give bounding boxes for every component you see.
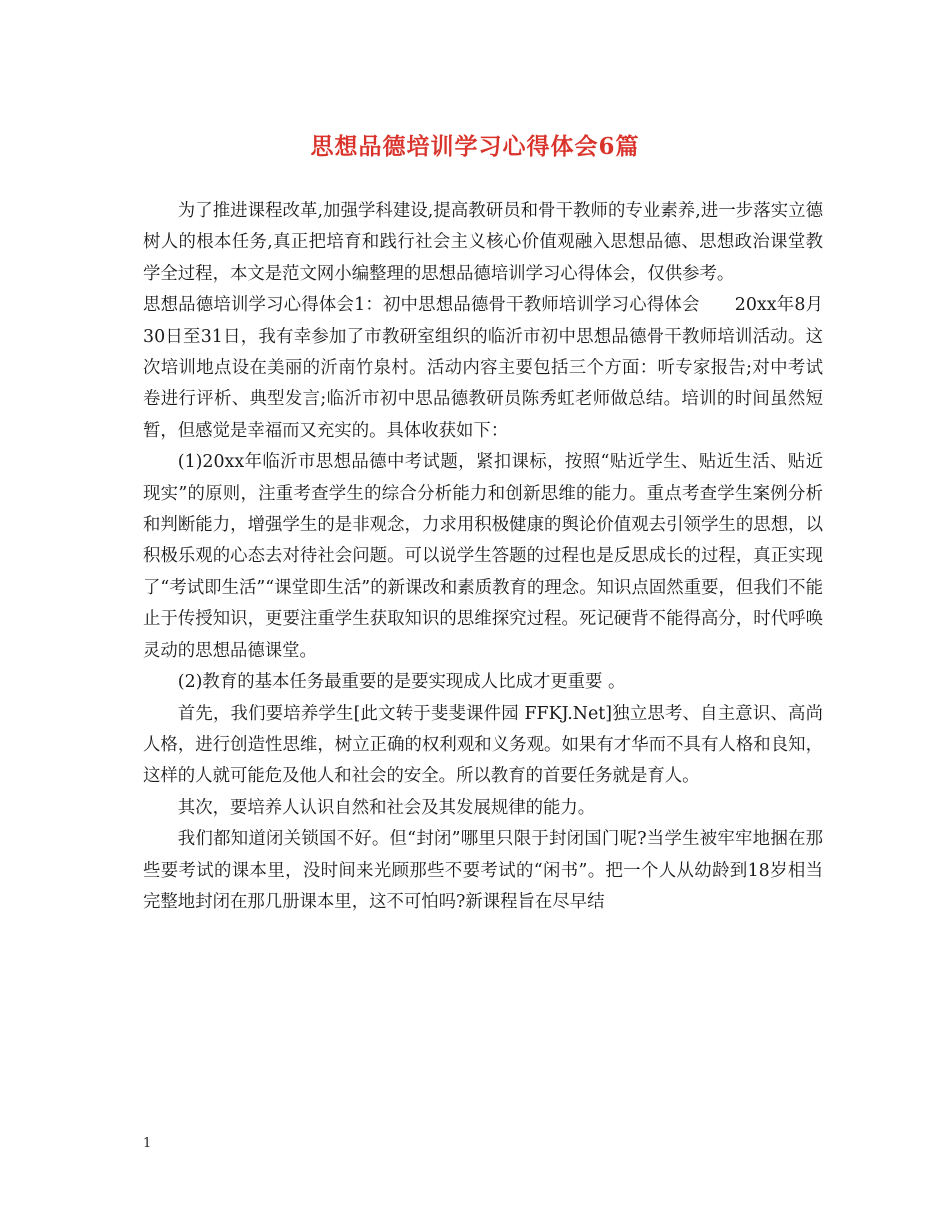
document-body xyxy=(143,196,823,918)
point-2-paragraph: (2)教育的基本任务最重要的是要实现成人比成才更重要 。 xyxy=(177,672,626,693)
section-heading-paragraph: 思想品德培训学习心得体会1：初中思想品德骨干教师培训学习心得体会 20xx年8月30日至31日，我有幸参加了市教研室组织的临沂市初中思想品德骨干教师培训活动。这次培训地点设在美丽的沂南竹泉村。活动内容主要包括三个方面：听专家报告;对中考试卷进行评析、典型发言;临沂市初中思品德教研员陈秀虹老师做总结。培训的时间虽然短暂，但感觉是幸福而又充实的。具体收获如下： xyxy=(143,295,823,441)
first-paragraph: 首先，我们要培养学生[此文转于斐斐课件园 FFKJ.Net]独立思考、自主意识、高尚人格，进行创造性思维，树立正确的权利观和义务观。如果有才华而不具有人格和良知，这样的人就可能危及他人和社会的安全。所以教育的首要任务就是育人。 xyxy=(143,703,823,787)
document-title: 思想品德培训学习心得体会6篇 xyxy=(310,133,640,160)
point-1-paragraph: (1)20xx年临沂市思想品德中考试题，紧扣课标，按照“贴近学生、贴近生活、贴近现实”的原则，注重考查学生的综合分析能力和创新思维的能力。重点考查学生案例分析和判断能力，增强学生的是非观念，力求用积极健康的舆论价值观去引领学生的思想，以积极乐观的心态去对待社会问题。可以说学生答题的过程也是反思成长的过程，真正实现了“考试即生活”“课堂即生活”的新课改和素质教育的理念。知识点固然重要，但我们不能止于传授知识，更要注重学生获取知识的思维探究过程。死记硬背不能得高分，时代呼唤灵动的思想品德课堂。 xyxy=(143,452,823,661)
second-paragraph: 其次，要培养人认识自然和社会及其发展规律的能力。 xyxy=(177,797,596,818)
intro-paragraph: 为了推进课程改革,加强学科建设,提高教研员和骨干教师的专业素养,进一步落实立德树人的根本任务,真正把培育和践行社会主义核心价值观融入思想品德、思想政治课堂教学全过程，本文是范文网小编整理的思想品德培训学习心得体会，仅供参考。 xyxy=(143,201,823,284)
closing-paragraph: 我们都知道闭关锁国不好。但“封闭”哪里只限于封闭国门呢?当学生被牢牢地捆在那些要考试的课本里，没时间来光顾那些不要考试的“闲书”。把一个人从幼龄到18岁相当完整地封闭在那几册课本里，这不可怕吗?新课程旨在尽早结 xyxy=(143,829,823,912)
page-number: 1 xyxy=(143,1136,152,1151)
